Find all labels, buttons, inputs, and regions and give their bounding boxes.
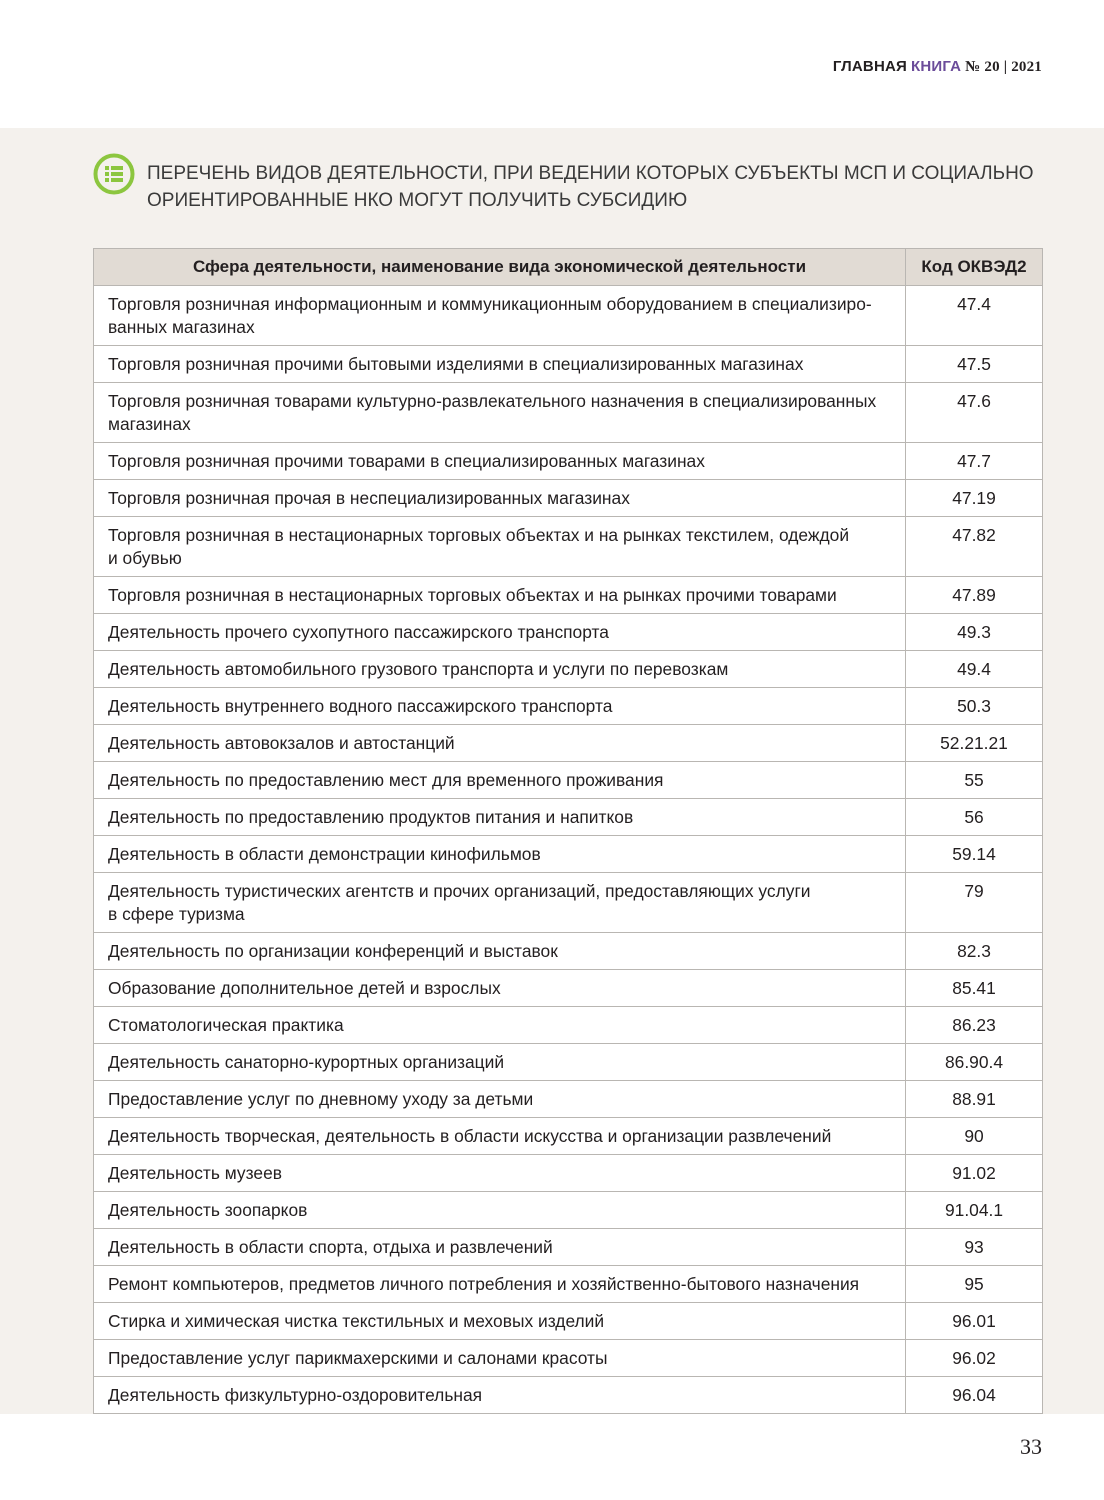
okved-code-cell: 86.23 bbox=[906, 1007, 1043, 1044]
okved-code-cell: 86.90.4 bbox=[906, 1044, 1043, 1081]
table-row bbox=[94, 286, 1043, 346]
table-row bbox=[94, 1007, 1043, 1044]
table-row bbox=[94, 443, 1043, 480]
activity-name-cell: Деятельность музеев bbox=[94, 1155, 906, 1192]
activity-name-cell: Деятельность автомобильного грузового транспорта и услуги по перевозкам bbox=[94, 651, 906, 688]
brand-name-part2: КНИГА bbox=[911, 58, 962, 75]
activity-name-cell: Деятельность физкультурно-оздоровительная bbox=[94, 1377, 906, 1414]
okved-code-cell: 96.04 bbox=[906, 1377, 1043, 1414]
activity-name-cell: Деятельность по предоставлению мест для временного проживания bbox=[94, 762, 906, 799]
okved-code-cell: 47.5 bbox=[906, 346, 1043, 383]
issue-number: № 20 | 2021 bbox=[965, 59, 1042, 75]
table-row bbox=[94, 1155, 1043, 1192]
activity-name-cell: Торговля розничная информационным и коммуникационным оборудованием в специализиро- ванных магазинах bbox=[94, 286, 906, 346]
activity-name-cell: Предоставление услуг по дневному уходу за детьми bbox=[94, 1081, 906, 1118]
okved-code-cell: 47.6 bbox=[906, 383, 1043, 443]
activity-name-cell: Торговля розничная товарами культурно-развлекательного назначения в специализированных магазинах bbox=[94, 383, 906, 443]
table-row bbox=[94, 725, 1043, 762]
okved-code-cell: 49.3 bbox=[906, 614, 1043, 651]
okved-code-cell: 47.82 bbox=[906, 517, 1043, 577]
okved-table bbox=[93, 248, 1043, 1414]
okved-code-cell: 59.14 bbox=[906, 836, 1043, 873]
activity-name-cell: Деятельность санаторно-курортных организаций bbox=[94, 1044, 906, 1081]
table-row bbox=[94, 1118, 1043, 1155]
table-row bbox=[94, 970, 1043, 1007]
table-row bbox=[94, 762, 1043, 799]
column-header-code: Код ОКВЭД2 bbox=[906, 249, 1043, 286]
table-header-row bbox=[94, 249, 1043, 286]
activity-name-cell: Торговля розничная прочими товарами в специализированных магазинах bbox=[94, 443, 906, 480]
table-row bbox=[94, 1192, 1043, 1229]
list-icon bbox=[93, 153, 135, 195]
section-title-line2: ОРИЕНТИРОВАННЫЕ НКО МОГУТ ПОЛУЧИТЬ СУБСИДИЮ bbox=[147, 190, 688, 211]
activity-name-cell: Деятельность творческая, деятельность в области искусства и организации развлечений bbox=[94, 1118, 906, 1155]
table-row bbox=[94, 1266, 1043, 1303]
activity-name-cell: Торговля розничная прочая в неспециализированных магазинах bbox=[94, 480, 906, 517]
okved-code-cell: 55 bbox=[906, 762, 1043, 799]
table-row bbox=[94, 1229, 1043, 1266]
table-row bbox=[94, 873, 1043, 933]
okved-code-cell: 95 bbox=[906, 1266, 1043, 1303]
table-row bbox=[94, 1340, 1043, 1377]
activity-name-cell: Торговля розничная прочими бытовыми изделиями в специализированных магазинах bbox=[94, 346, 906, 383]
column-header-activity: Сфера деятельности, наименование вида экономической деятельности bbox=[94, 249, 906, 286]
okved-code-cell: 47.7 bbox=[906, 443, 1043, 480]
table-row bbox=[94, 836, 1043, 873]
okved-code-cell: 93 bbox=[906, 1229, 1043, 1266]
okved-code-cell: 47.19 bbox=[906, 480, 1043, 517]
table-row bbox=[94, 346, 1043, 383]
activity-name-cell: Торговля розничная в нестационарных торговых объектах и на рынках текстилем, одеждой и обувью bbox=[94, 517, 906, 577]
running-header bbox=[833, 58, 1042, 76]
activity-name-cell: Деятельность прочего сухопутного пассажирского транспорта bbox=[94, 614, 906, 651]
section-title-line1: ПЕРЕЧЕНЬ ВИДОВ ДЕЯТЕЛЬНОСТИ, ПРИ ВЕДЕНИИ КОТОРЫХ СУБЪЕКТЫ МСП И СОЦИАЛЬНО bbox=[147, 163, 1034, 184]
activity-name-cell: Деятельность зоопарков bbox=[94, 1192, 906, 1229]
activity-name-cell: Деятельность туристических агентств и прочих организаций, предоставляющих услуги в сфере туризма bbox=[94, 873, 906, 933]
section-title bbox=[147, 160, 1047, 214]
table-row bbox=[94, 1044, 1043, 1081]
table-row bbox=[94, 688, 1043, 725]
table-row bbox=[94, 651, 1043, 688]
activity-name-cell: Предоставление услуг парикмахерскими и салонами красоты bbox=[94, 1340, 906, 1377]
okved-code-cell: 47.89 bbox=[906, 577, 1043, 614]
activity-name-cell: Образование дополнительное детей и взрослых bbox=[94, 970, 906, 1007]
okved-code-cell: 56 bbox=[906, 799, 1043, 836]
table-row bbox=[94, 614, 1043, 651]
table-row bbox=[94, 799, 1043, 836]
okved-code-cell: 79 bbox=[906, 873, 1043, 933]
table-row bbox=[94, 1303, 1043, 1340]
activity-name-cell: Стоматологическая практика bbox=[94, 1007, 906, 1044]
activity-name-cell: Ремонт компьютеров, предметов личного потребления и хозяйственно-бытового назначения bbox=[94, 1266, 906, 1303]
okved-code-cell: 96.01 bbox=[906, 1303, 1043, 1340]
okved-code-cell: 85.41 bbox=[906, 970, 1043, 1007]
table-row bbox=[94, 383, 1043, 443]
okved-code-cell: 49.4 bbox=[906, 651, 1043, 688]
table-body bbox=[94, 286, 1043, 1414]
activity-name-cell: Деятельность в области спорта, отдыха и развлечений bbox=[94, 1229, 906, 1266]
table-row bbox=[94, 933, 1043, 970]
table-row bbox=[94, 577, 1043, 614]
okved-code-cell: 96.02 bbox=[906, 1340, 1043, 1377]
okved-code-cell: 50.3 bbox=[906, 688, 1043, 725]
activity-name-cell: Стирка и химическая чистка текстильных и меховых изделий bbox=[94, 1303, 906, 1340]
table-row bbox=[94, 1377, 1043, 1414]
activity-name-cell: Деятельность по организации конференций и выставок bbox=[94, 933, 906, 970]
brand-name-part1: ГЛАВНАЯ bbox=[832, 58, 907, 75]
page-number: 33 bbox=[1020, 1434, 1042, 1459]
okved-code-cell: 90 bbox=[906, 1118, 1043, 1155]
okved-code-cell: 91.02 bbox=[906, 1155, 1043, 1192]
okved-code-cell: 88.91 bbox=[906, 1081, 1043, 1118]
activity-name-cell: Деятельность по предоставлению продуктов питания и напитков bbox=[94, 799, 906, 836]
activity-name-cell: Деятельность внутреннего водного пассажирского транспорта bbox=[94, 688, 906, 725]
table-row bbox=[94, 517, 1043, 577]
table-row bbox=[94, 480, 1043, 517]
activity-name-cell: Деятельность автовокзалов и автостанций bbox=[94, 725, 906, 762]
activity-name-cell: Деятельность в области демонстрации кинофильмов bbox=[94, 836, 906, 873]
table-row bbox=[94, 1081, 1043, 1118]
activity-name-cell: Торговля розничная в нестационарных торговых объектах и на рынках прочими товарами bbox=[94, 577, 906, 614]
okved-code-cell: 91.04.1 bbox=[906, 1192, 1043, 1229]
okved-code-cell: 47.4 bbox=[906, 286, 1043, 346]
okved-code-cell: 52.21.21 bbox=[906, 725, 1043, 762]
okved-code-cell: 82.3 bbox=[906, 933, 1043, 970]
